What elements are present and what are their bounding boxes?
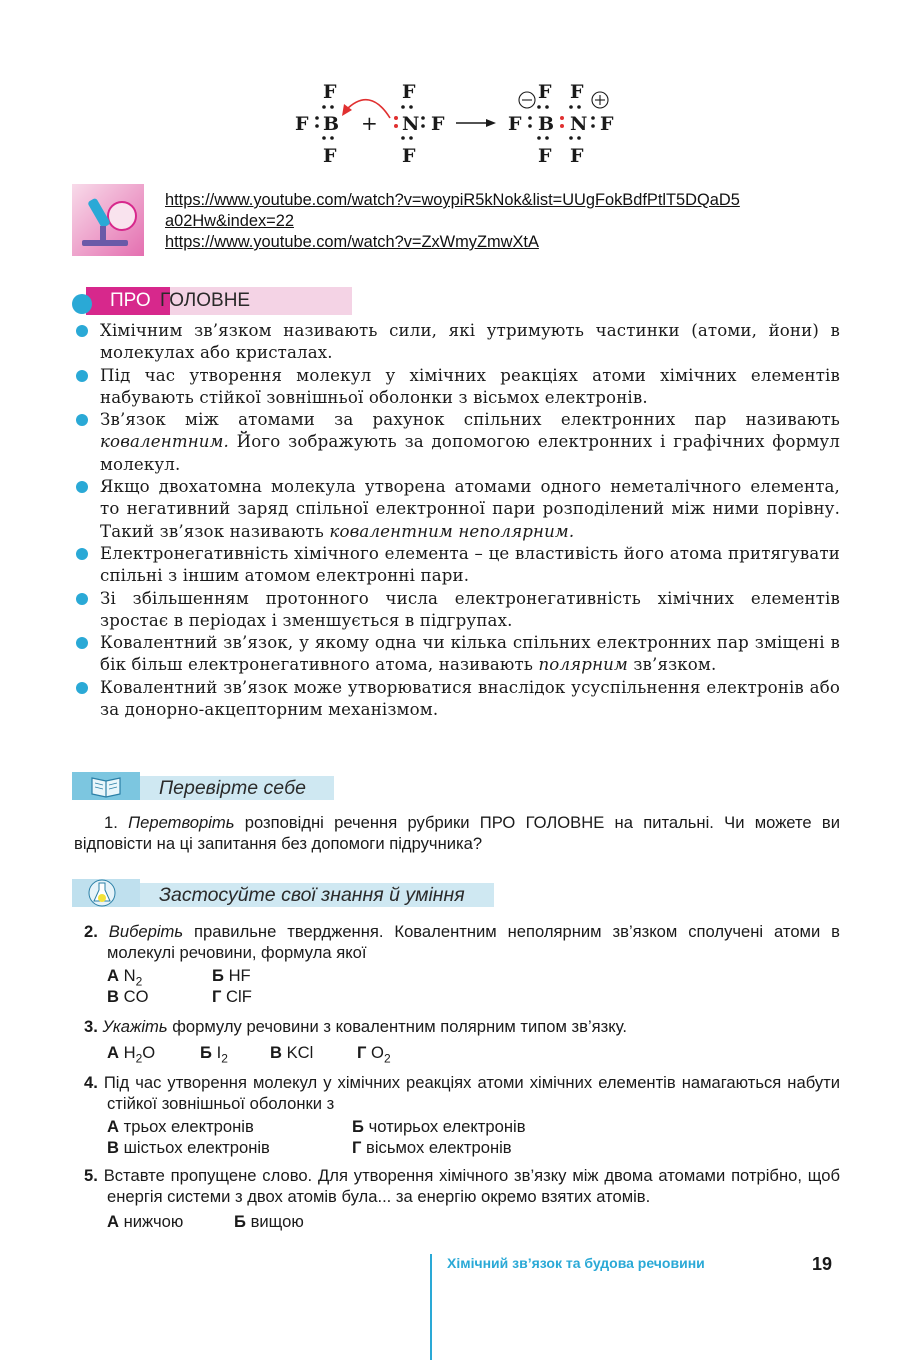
bullet-dot-icon (76, 370, 88, 382)
option-a[interactable]: А $H_2O$ (107, 1043, 156, 1066)
key-point: Зі збільшенням протонного числа електронегативність хімічних елементів зростає в періодах і зменшується в підгрупах. (76, 588, 840, 633)
atom-f-bottom-n: F (402, 145, 416, 167)
check-yourself-header (72, 772, 334, 800)
apply-knowledge-header (72, 879, 494, 907)
apply-knowledge-title: Застосуйте свої знання й уміння (159, 884, 465, 906)
option-g[interactable]: Г вісьмох електронів (352, 1138, 512, 1157)
video-link-1[interactable]: https://www.youtube.com/watch?v=woypiR5kNok&list=UUgFokBdfPtlT5DQaD5 (165, 191, 740, 209)
header-dot-icon (72, 294, 92, 314)
atom-f-top-n: F (402, 81, 416, 103)
option-g[interactable]: Г $O_2$ (357, 1043, 391, 1066)
atom-n: N (402, 113, 420, 135)
bullet-dot-icon (76, 414, 88, 426)
atom-f-left: F (295, 113, 309, 135)
prod-b: B (538, 113, 555, 135)
option-b[interactable]: Б вищою (234, 1212, 304, 1231)
shared-pair-red (560, 116, 564, 128)
footer-section-title: Хімічний зв’язок та будова речовини (447, 1255, 705, 1271)
exercise-1: 1. Перетворіть розповідні речення рубрики ПРО ГОЛОВНЕ на питальні. Чи можете ви відповісти на ці запитання без допомоги підручника? (74, 813, 840, 853)
check-yourself-title: Перевірте себе (159, 777, 306, 799)
plus-sign: + (361, 111, 378, 135)
bullet-dot-icon (76, 481, 88, 493)
option-v[interactable]: В шістьох електронів (107, 1138, 270, 1157)
option-v[interactable]: В KCl (270, 1043, 314, 1062)
reaction-arrow-head (486, 119, 496, 127)
pro-golovne-header (72, 287, 352, 315)
bullet-dot-icon (76, 682, 88, 694)
key-point: Ковалентний зв’язок може утворюватися внаслідок усуспільнення електронів або за донорно-акцепторним механізмом. (76, 677, 840, 722)
option-v[interactable]: В CO (107, 987, 149, 1006)
option-g[interactable]: Г ClF (212, 987, 252, 1006)
prod-f-bottom-b: F (538, 145, 552, 167)
key-point: Ковалентний зв’язок, у якому одна чи кілька спільних електронних пар зміщені в бік більш електронегативного атома, називають полярним зв’язком. (76, 632, 840, 677)
key-point: Під час утворення молекул у хімічних реакціях атоми хімічних елементів набувають стійкої зовнішньої оболонки з вісьмох електронів. (76, 365, 840, 410)
prod-n: N (570, 113, 588, 135)
bullet-dot-icon (76, 548, 88, 560)
option-a[interactable]: А $N_2$ (107, 966, 143, 989)
atom-b: B (323, 113, 340, 135)
key-points-list (76, 320, 840, 721)
video-link-1-continued[interactable]: a02Hw&index=22 (165, 212, 294, 230)
key-point: Зв’язок між атомами за рахунок спільних електронних пар називають ковалентним. Його зображують за допомогою електронних і графічних формул молекул. (76, 409, 840, 476)
book-icon (72, 772, 140, 800)
exercise-4: 4. Під час утворення молекул у хімічних реакціях атоми хімічних елементів намагаються набути стійкої зовнішньої оболонки з (84, 1073, 840, 1113)
page-number: 19 (812, 1254, 833, 1274)
prod-f-left: F (508, 113, 522, 135)
prod-f-top-b: F (538, 81, 552, 103)
video-links (165, 190, 845, 253)
prod-f-bottom-n: F (570, 145, 584, 167)
option-b[interactable]: Б $I_2$ (200, 1043, 228, 1066)
bullet-dot-icon (76, 593, 88, 605)
key-point: Хімічним зв’язком називають сили, які утримують частинки (атоми, йони) в молекулах або кристалах. (76, 320, 840, 365)
option-b[interactable]: Б HF (212, 966, 251, 985)
exercise-2: 2. Виберіть правильне твердження. Ковалентним неполярним зв’язком сполучені атоми в молекулі речовини, формула якої (84, 922, 840, 962)
key-point: Електронегативність хімічного елемента – це властивість його атома притягувати спільні з іншим атомом електронні пари. (76, 543, 840, 588)
bullet-dot-icon (76, 325, 88, 337)
exercise-5: 5. Вставте пропущене слово. Для утворення хімічного зв’язку між двома атомами потрібно, щоб енергія системи з двох атомів була... за енергію окремо взятих атомів. (84, 1166, 840, 1206)
key-point: Якщо двохатомна молекула утворена атомами одного неметалічного елемента, то негативний заряд спільної електронної пари розподілений між ними порівну. Такий зв’язок називають ковалентним неполярним. (76, 476, 840, 543)
header-word-golovne: ГОЛОВНЕ (160, 290, 251, 311)
flask-icon (72, 879, 140, 907)
atom-f-top-left: F (323, 81, 337, 103)
prod-f-right: F (600, 113, 614, 135)
atom-f-right-n: F (431, 113, 445, 135)
option-a[interactable]: А трьох електронів (107, 1117, 254, 1136)
reaction-scheme (290, 78, 630, 168)
bullet-dot-icon (76, 637, 88, 649)
option-b[interactable]: Б чотирьох електронів (352, 1117, 526, 1136)
lone-pair-red (394, 116, 398, 128)
option-a[interactable]: А нижчою (107, 1212, 184, 1231)
header-word-pro: ПРО (110, 290, 151, 311)
exercise-3: 3. Укажіть формулу речовини з ковалентним полярним типом зв’язку. (84, 1017, 627, 1036)
video-links-icon (72, 184, 144, 256)
atom-f-bottom-left: F (323, 145, 337, 167)
footer-divider (430, 1254, 432, 1360)
video-link-2[interactable]: https://www.youtube.com/watch?v=ZxWmyZmwXtA (165, 233, 539, 251)
prod-f-top-n: F (570, 81, 584, 103)
